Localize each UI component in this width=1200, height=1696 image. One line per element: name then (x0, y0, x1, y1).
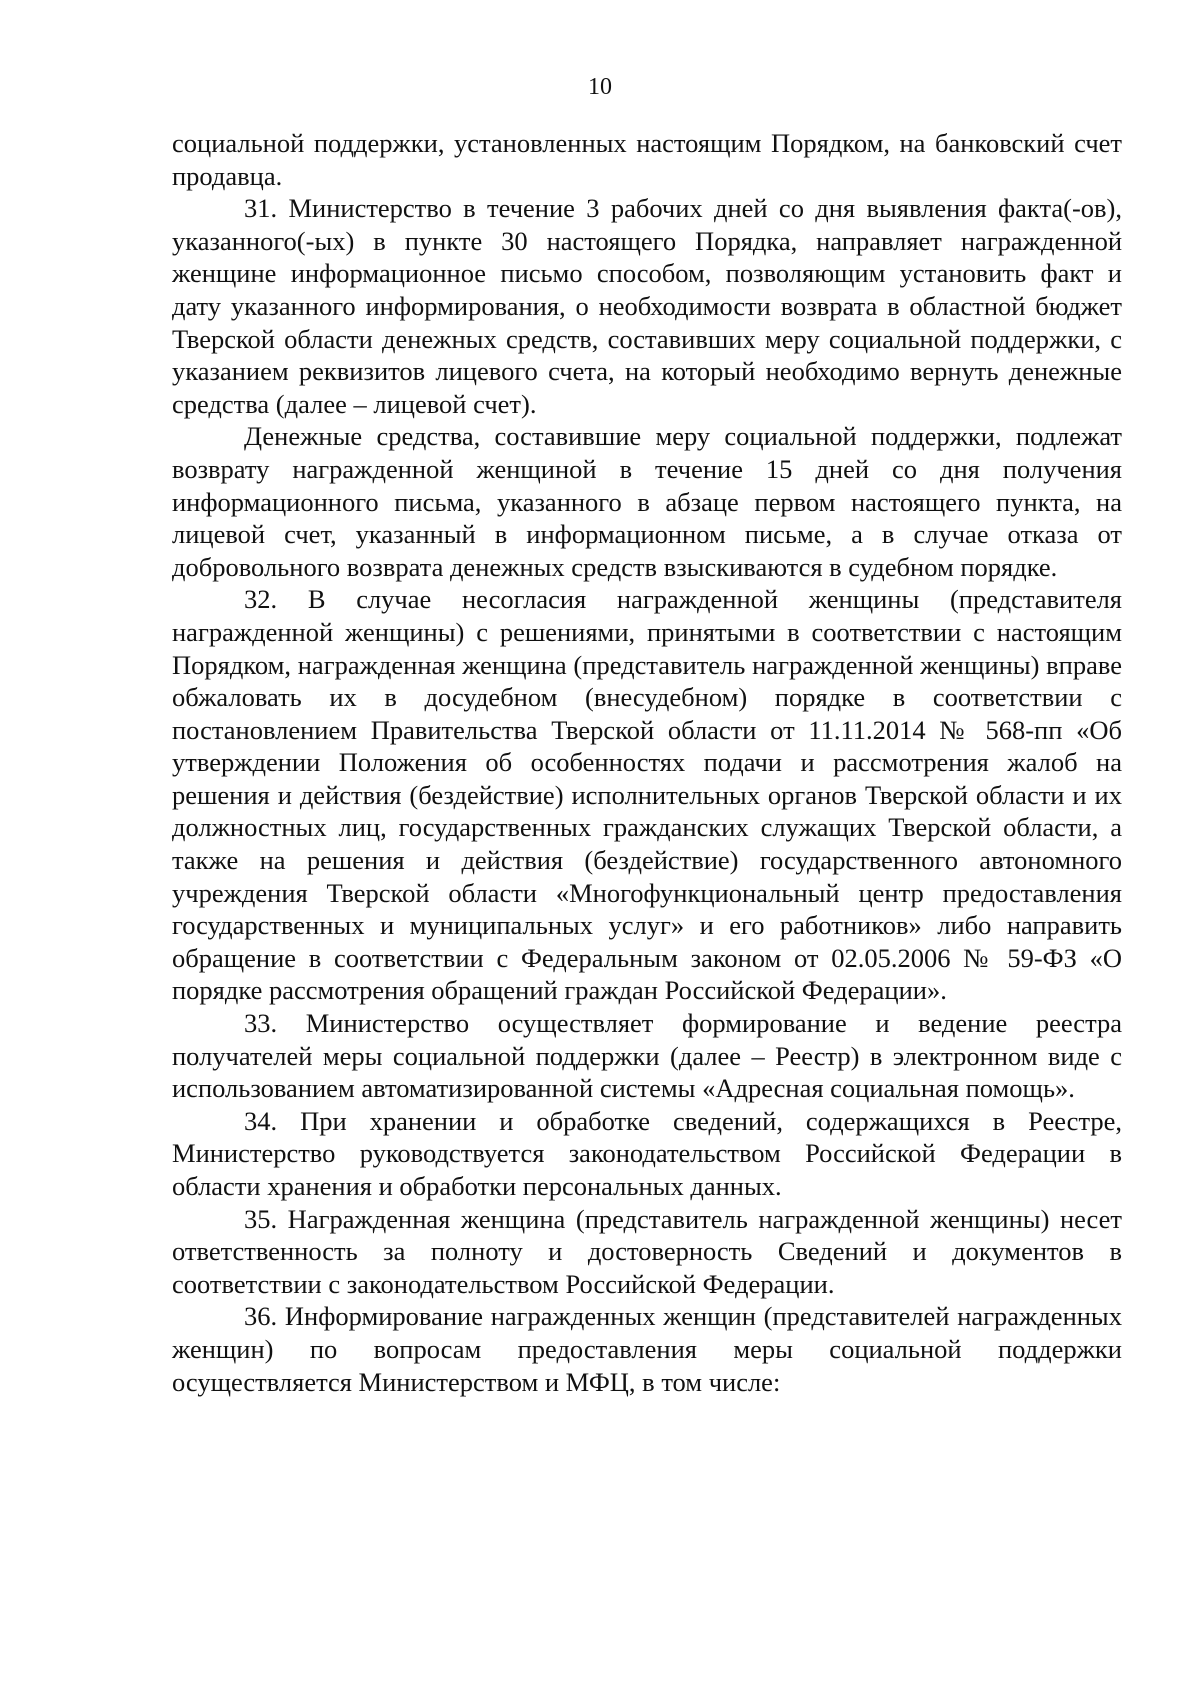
paragraph-item-31-return-funds: Денежные средства, составившие меру социальной поддержки, подлежат возврату награжденной женщиной в течение 15 дней со дня получения информационного письма, указанного в абзаце первом настоящего пункта, на лицевой счет, указанный в информационном письме, а в случае отказа от добровольного возврата денежных средств взыскиваются в судебном порядке. (172, 421, 1122, 582)
paragraph-item-32: 32. В случае несогласия награжденной женщины (представителя награжденной женщины) с решениями, принятыми в соответствии с настоящим Порядком, награжденная женщина (представитель награжденной женщины) вправе обжаловать их в досудебном (внесудебном) порядке в соответствии с постановлением Правительства Тверской области от 11.11.2014 № 568-пп «Об утверждении Положения об особенностях подачи и рассмотрения жалоб на решения и действия (бездействие) исполнительных органов Тверской области и их должностных лиц, государственных гражданских служащих Тверской области, а также на решения и действия (бездействие) государственного автономного учреждения Тверской области «Многофункциональный центр предоставления государственных и муниципальных услуг» и его работников» либо направить обращение в соответствии с Федеральным законом от 02.05.2006 № 59-ФЗ «О порядке рассмотрения обращений граждан Российской Федерации». (172, 584, 1122, 1006)
paragraph-item-33: 33. Министерство осуществляет формирование и ведение реестра получателей меры социальной поддержки (далее – Реестр) в электронном виде с использованием автоматизированной системы «Адресная социальная помощь». (172, 1008, 1122, 1104)
paragraph-continuation: социальной поддержки, установленных настоящим Порядком, на банковский счет продавца. (172, 128, 1122, 191)
paragraph-item-31: 31. Министерство в течение 3 рабочих дней со дня выявления факта(-ов), указанного(-ых) в пункте 30 настоящего Порядка, направляет награжденной женщине информационное письмо способом, позволяющим установить факт и дату указанного информирования, о необходимости возврата в областной бюджет Тверской области денежных средств, составивших меру социальной поддержки, с указанием реквизитов лицевого счета, на который необходимо вернуть денежные средства (далее – лицевой счет). (172, 193, 1122, 419)
paragraph-item-34: 34. При хранении и обработке сведений, содержащихся в Реестре, Министерство руководствуется законодательством Российской Федерации в области хранения и обработки персональных данных. (172, 1105, 1122, 1201)
paragraph-item-36: 36. Информирование награжденных женщин (представителей награжденных женщин) по вопросам предоставления меры социальной поддержки осуществляется Министерством и МФЦ, в том числе: (172, 1301, 1122, 1397)
page-number: 10 (588, 74, 612, 100)
paragraph-item-35: 35. Награжденная женщина (представитель награжденной женщины) несет ответственность за полноту и достоверность Сведений и документов в соответствии с законодательством Российской Федерации. (172, 1203, 1122, 1299)
document-body (172, 127, 1122, 1398)
